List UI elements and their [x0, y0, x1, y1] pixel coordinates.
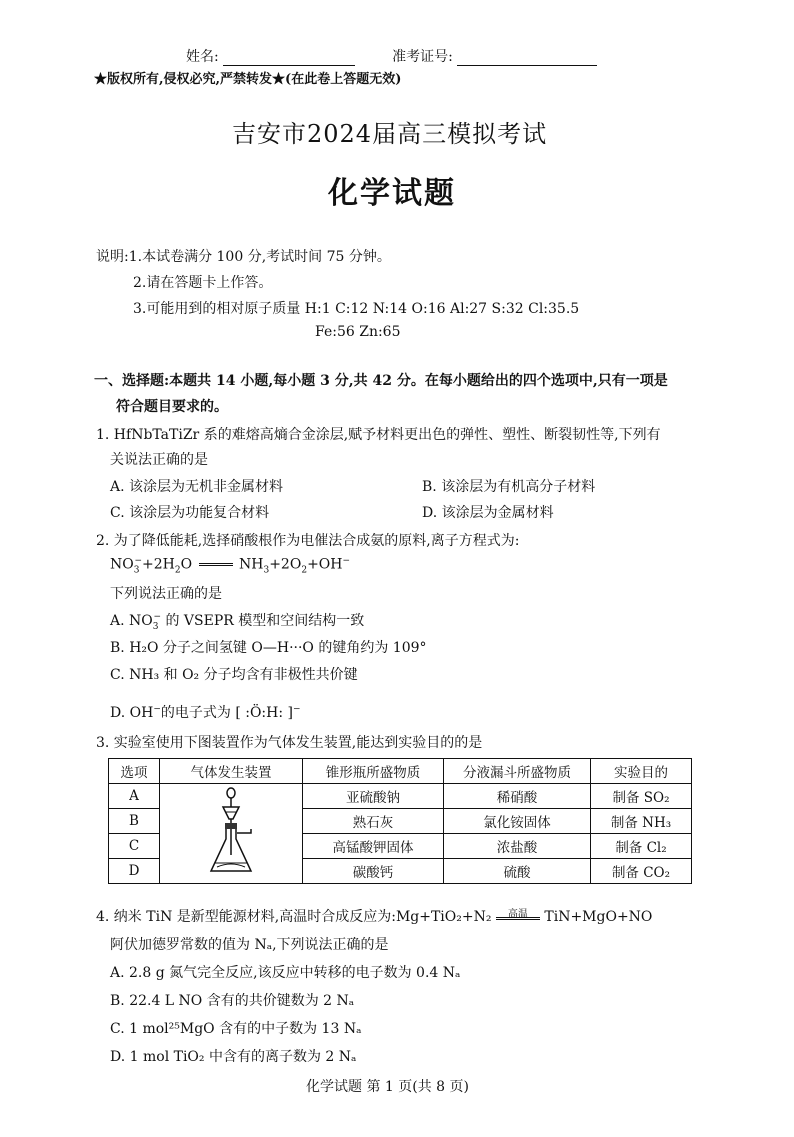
electron-formula-icon: [ :Ö:H: ]−: [235, 704, 301, 721]
header-apparatus: 气体发生装置: [160, 759, 303, 784]
copyright-notice: ★版权所有,侵权必究,严禁转发★(在此卷上答题无效): [94, 72, 402, 87]
row-goal: 制备 CO₂: [591, 859, 692, 884]
row-goal: 制备 Cl₂: [591, 834, 692, 859]
row-option: A: [109, 784, 160, 809]
q2-stem: 2. 为了降低能耗,选择硝酸根作为电催法合成氨的原料,离子方程式为:: [96, 533, 520, 549]
row-funnel: 硫酸: [444, 859, 591, 884]
row-flask: 熟石灰: [303, 809, 444, 834]
row-goal: 制备 SO₂: [591, 784, 692, 809]
q1-option-b: B. 该涂层为有机高分子材料: [422, 479, 596, 495]
exam-number-field[interactable]: [457, 51, 597, 66]
q4-option-c: C. 1 mol²⁵MgO 含有的中子数为 13 Nₐ: [110, 1021, 362, 1037]
q3-table: [108, 758, 692, 884]
section-heading: 一、选择题:本题共 14 小题,每小题 3 分,共 42 分。在每小题给出的四个选项中,只有一项是: [94, 373, 668, 389]
q4-stem-cont: 阿伏加德罗常数的值为 Nₐ,下列说法正确的是: [110, 937, 389, 953]
apparatus-image: [160, 784, 303, 884]
row-option: C: [109, 834, 160, 859]
page-footer: 化学试题 第 1 页(共 8 页): [306, 1079, 469, 1095]
instruction-line-4: Fe:56 Zn:65: [315, 324, 401, 340]
instruction-line-2: 2.请在答题卡上作答。: [133, 275, 273, 291]
exam-number-label: 准考证号:: [392, 49, 453, 65]
q2-question: 下列说法正确的是: [110, 586, 222, 602]
instruction-line-1: 说明:1.本试卷满分 100 分,考试时间 75 分钟。: [96, 249, 391, 265]
row-option: B: [109, 809, 160, 834]
q4-option-b: B. 22.4 L NO 含有的共价键数为 2 Nₐ: [110, 993, 355, 1009]
name-row: [186, 46, 597, 66]
row-goal: 制备 NH₃: [591, 809, 692, 834]
row-flask: 碳酸钙: [303, 859, 444, 884]
name-field[interactable]: [223, 51, 355, 66]
q1-option-d: D. 该涂层为金属材料: [422, 505, 554, 521]
q4-option-a: A. 2.8 g 氮气完全反应,该反应中转移的电子数为 0.4 Nₐ: [110, 965, 461, 981]
q2-option-a: A. $NO_3^-$ 的 VSEPR 模型和空间结构一致: [110, 612, 365, 632]
header-flask: 锥形瓶所盛物质: [303, 759, 444, 784]
instruction-line-3: 3.可能用到的相对原子质量 H:1 C:12 N:14 O:16 Al:27 S:32 Cl:35.5: [133, 301, 580, 317]
q2-option-b: B. H₂O 分子之间氢键 O—H···O 的键角约为 109°: [110, 640, 427, 656]
reaction-condition: 高温: [507, 909, 528, 920]
q4-stem: 4. 纳米 TiN 是新型能源材料,高温时合成反应为:Mg+TiO₂+N₂ 高温 TiN+MgO+NO: [96, 906, 652, 926]
q1-stem-cont: 关说法正确的是: [110, 452, 208, 468]
row-flask: 高锰酸钾固体: [303, 834, 444, 859]
header-funnel: 分液漏斗所盛物质: [444, 759, 591, 784]
q4-option-d: D. 1 mol TiO₂ 中含有的离子数为 2 Nₐ: [110, 1049, 357, 1065]
subject-title: 化学试题: [328, 176, 456, 211]
q1-stem: 1. HfNbTaTiZr 系的难熔高熵合金涂层,赋予材料更出色的弹性、塑性、断裂韧性等,下列有: [96, 427, 661, 443]
table-header-row: [109, 759, 692, 784]
q2-option-c: C. NH₃ 和 O₂ 分子均含有非极性共价键: [110, 667, 358, 683]
header-option: 选项: [109, 759, 160, 784]
section-heading-cont: 符合题目要求的。: [116, 399, 228, 415]
row-funnel: 氯化铵固体: [444, 809, 591, 834]
q2-equation: $NO_3^-+2H_2O$ $NH_3+2O_2+OH^-$: [110, 556, 351, 576]
header-goal: 实验目的: [591, 759, 692, 784]
row-funnel: 稀硝酸: [444, 784, 591, 809]
q2-option-d: D. OH−的电子式为 [ :Ö:H: ]−: [110, 704, 301, 721]
flask-apparatus-icon: [201, 785, 261, 879]
q1-option-c: C. 该涂层为功能复合材料: [110, 505, 270, 521]
q1-option-a: A. 该涂层为无机非金属材料: [110, 479, 284, 495]
row-funnel: 浓盐酸: [444, 834, 591, 859]
name-label: 姓名:: [186, 49, 219, 65]
exam-title: 吉安市2024届高三模拟考试: [232, 120, 548, 148]
table-row: [109, 784, 692, 809]
row-flask: 亚硫酸钠: [303, 784, 444, 809]
row-option: D: [109, 859, 160, 884]
q3-stem: 3. 实验室使用下图装置作为气体发生装置,能达到实验目的的是: [96, 735, 483, 751]
